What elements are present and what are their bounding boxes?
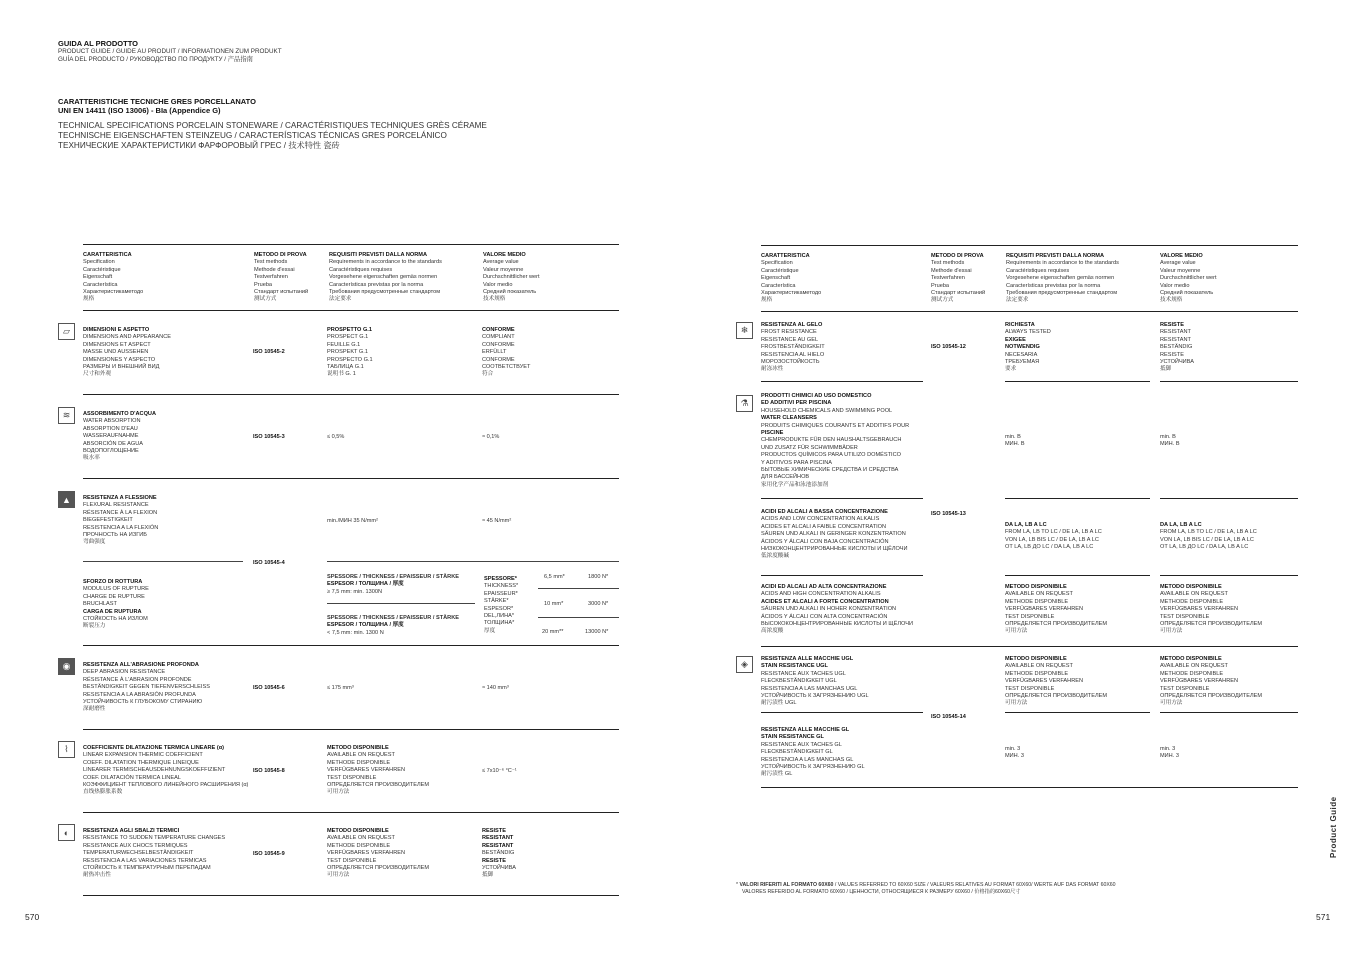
guide-subtitle-1: PRODUCT GUIDE / GUIDE AU PRODUIT / INFORMATIONEN ZUM PRODUKT <box>58 48 282 55</box>
water-drop-icon: ≋ <box>58 407 75 424</box>
row-stain-ugl-name: RESISTENZA ALLE MACCHIE UGL STAIN RESISTANCE UGL RESISTANCE AUX TACHES UGL FLECKBESTÄNDIGKEIT UGL RESISTENCIA A LAS MANCHAS UGL УСТОЙЧИВОСТЬ К ЗАГРЯЗНЕНИЮ UGL 耐污渍性 UGL <box>761 656 869 707</box>
row-divider <box>1005 575 1150 576</box>
row-water-value: ≈ 0,1% <box>482 434 500 440</box>
row-divider <box>1005 498 1150 499</box>
row-chem-req: min. B МИН. B <box>1005 434 1025 448</box>
section-title <box>58 97 487 151</box>
right-table-top-rule <box>761 245 1298 246</box>
footnote: * VALORI RIFERITI AL FORMATO 60X60 / VALUES REFERRED TO 60X60 SIZE / VALEURS RELATIVES AU FORMAT 60X60/ WERTE AUF DAS FORMAT 60X60 VALORES REFERIDO AL FORMATO 60X60 / ЦЕННОСТИ, ОТНОСЯЩИЕСЯ К РАЗМЕРУ 60X60 / 价格指的60X60尺寸 <box>736 882 1116 895</box>
right-table-bottom-rule <box>761 787 1298 788</box>
section-title-1: CARATTERISTICHE TECNICHE GRES PORCELLANATO <box>58 97 256 106</box>
row-divider <box>1160 498 1298 499</box>
left-table-header-rule <box>83 310 619 311</box>
row-flex-method: ISO 10545-4 <box>253 560 285 566</box>
chemical-bottle-icon: ⚗ <box>736 395 753 412</box>
row-divider <box>761 498 923 499</box>
left-col-header-value: VALORE MEDIO Average value Valeur moyenne Durchschnittlicher wert Valor medio Средний показатель 技术规格 <box>483 252 540 303</box>
row-frost-value: RESISTE RESISTANT RESISTANT BESTÄNDIG RESISTE УСТОЙЧИВА 抵御 <box>1160 322 1194 373</box>
flexural-weight-icon: ▲ <box>58 491 75 508</box>
footnote-line-2: VALORES REFERIDO AL FORMATO 60X60 / ЦЕННОСТИ, ОТНОСЯЩИЕСЯ К РАЗМЕРУ 60X60 / 价格指的60X60尺寸 <box>742 889 1021 895</box>
row-break-req-1: SPESSORE / THICKNESS / EPAISSEUR / STÄRKE ESPESOR / ТОЛЩИНА / 厚度 ≥ 7,5 mm: min. 1300N <box>327 574 459 595</box>
thermometer-icon: ⌇ <box>58 741 75 758</box>
right-col-header-characteristic: CARATTERISTICA Specification Caractéristique Eigenschaft Característica Характеристикаметодо 规格 <box>761 253 822 304</box>
left-table-top-rule <box>83 244 619 245</box>
left-col-header-method: METODO DI PROVA Test methods Methode d'essai Testverfahren Prueba Стандарт испытаний 测试方式 <box>254 252 309 303</box>
row-stain-ugl-value: METODO DISPONIBILE AVAILABLE ON REQUEST METHODE DISPONIBLE VERFÜGBARES VERFAHREN TEST DISPONIBLE ОПРЕДЕЛЯЕТСЯ ПРОИЗВОДИТЕЛЕМ 可用方法 <box>1160 656 1263 707</box>
row-water-method: ISO 10545-3 <box>253 434 285 440</box>
right-table-header-rule <box>761 311 1298 312</box>
row-flex-value: ≈ 45 N/mm² <box>482 518 512 524</box>
row-break-value-3: 13000 N* <box>585 629 609 635</box>
row-abrasion-name: RESISTENZA ALL'ABRASIONE PROFONDA DEEP ABRASION RESISTANCE RÉSISTANCE À L'ABRASION PROFONDE BESTÄNDIGKEIT GEGEN TIEFENVERSCHLEISS RESISTENCIA A LA ABRASIÓN PROFUNDA УСТОЙЧИВОСТЬ К ГЛУБОКОМУ СТИРАНИЮ 深耐磨性 <box>83 662 210 713</box>
row-divider <box>1005 381 1150 382</box>
row-divider <box>761 381 923 382</box>
row-dimensions-name: DIMENSIONI E ASPETTO DIMENSIONS AND APPEARANCE DIMENSIONS ET ASPECT MASSE UND AUSSEHEN DIMENSIONES Y ASPECTO РАЗМЕРЫ И ВНЕШНИЙ ВИД 尺寸和外观 <box>83 327 171 378</box>
footnote-bold: VALORI RIFERITI AL FORMATO 60X60 <box>739 882 834 888</box>
footnote-rest: / VALUES REFERRED TO 60X60 SIZE / VALEURS RELATIVES AU FORMAT 60X60/ WERTE AUF DAS FORMAT 60X60 <box>833 882 1116 888</box>
row-chem-method: ISO 10545-13 <box>931 511 966 517</box>
row-chem-name: PRODOTTI CHIMICI AD USO DOMESTICO ED ADDITIVI PER PISCINA HOUSEHOLD CHEMICALS AND SWIMMING POOL WATER CLEANSERS PRODUITS CHIMIQUES COURANTS ET ADDITIFS POUR PISCINE CHEMPRODUKTE FÜR DEN HAUSHALTSGEBRAUCH UND ZUSATZ FÜR SCHWIMMBÄDER PRODUCTOS QUÍMICOS PARA UTILIZO DOMÉSTICO Y ADITIVOS PARA PISCINA БЫТОВЫЕ ХИМИЧЕСКИЕ СРЕДСТВА И СРЕДСТВА ДЛЯ БАССЕЙНОВ 家用化学产品和泳池添加剂 <box>761 393 910 488</box>
section-sub <box>58 121 487 151</box>
row-break-name: SFORZO DI ROTTURA MODULUS OF RUPTURE CHARGE DE RUPTURE BRUCHLAST CARGA DE RUPTURA СТОЙКОСТЬ НА ИЗЛОМ 断裂压力 <box>83 579 149 630</box>
row-break-req-2: SPESSORE / THICKNESS / EPAISSEUR / STÄRKE ESPESOR / ТОЛЩИНА / 厚度 < 7,5 mm: min. 1300 N <box>327 615 459 636</box>
row-divider <box>1160 381 1298 382</box>
row-stain-gl-value: min. 3 МИН. 3 <box>1160 746 1179 760</box>
row-divider <box>83 478 619 479</box>
page-header <box>58 39 282 63</box>
row-divider <box>761 712 923 713</box>
row-stain-gl-req: min. 3 МИН. 3 <box>1005 746 1024 760</box>
page-number-right: 571 <box>1316 912 1331 922</box>
row-break-thickness-1: 6,5 mm* <box>544 574 565 580</box>
row-thin-divider <box>538 588 619 589</box>
row-abrasion-value: ≈ 140 mm³ <box>482 685 509 691</box>
row-frost-name: RESISTENZA AL GELO FROST RESISTANCE RESISTANCE AU GEL FROSTBESTÄNDIGKEIT RESISTENCIA AL HIELO МОРОЗОСТОЙКОСТЬ 耐冻冰性 <box>761 322 825 373</box>
left-col-header-requirements: REQUISITI PREVISTI DALLA NORMA Requirements in accordance to the standards Caractéristiques requises Vorgesehene eigenschaften gemäs normen Características previstas por la norma Требования предусмотренные стандартом 法定要求 <box>329 252 442 303</box>
row-thermal-value: ≤ 7x10⁻⁶ °C⁻¹ <box>482 768 517 774</box>
row-chem-value: min. B МИН. B <box>1160 434 1180 448</box>
section-sub-3: ТЕХНИЧЕСКИЕ ХАРАКТЕРИСТИКИ ФАРФОРОВЫЙ ГРЕС / 技术特性 瓷砖 <box>58 141 340 150</box>
abrasion-disc-icon: ◉ <box>58 658 75 675</box>
row-divider <box>761 646 1298 647</box>
section-title-2: UNI EN 14411 (ISO 13006) - BIa (Appendice G) <box>58 106 221 115</box>
row-thin-divider <box>327 561 619 562</box>
row-break-value-2: 3000 N* <box>588 601 609 607</box>
row-break-value-1: 1800 N* <box>588 574 609 580</box>
guide-subtitle-2: GUÍA DEL PRODUCTO / РУКОВОДСТВО ПО ПРОДУКТУ / 产品指南 <box>58 55 253 63</box>
row-break-thickness-3: 20 mm** <box>542 629 564 635</box>
row-stain-ugl-req: METODO DISPONIBILE AVAILABLE ON REQUEST METHODE DISPONIBLE VERFÜGBARES VERFAHREN TEST DISPONIBLE ОПРЕДЕЛЯЕТСЯ ПРОИЗВОДИТЕЛЕМ 可用方法 <box>1005 656 1108 707</box>
row-divider <box>83 729 619 730</box>
row-stain-method: ISO 10545-14 <box>931 714 966 720</box>
thermal-shock-icon: ◐ <box>58 824 75 841</box>
row-thermal-req: METODO DISPONIBILE AVAILABLE ON REQUEST METHODE DISPONIBLE VERFÜGBARES VERFAHREN TEST DISPONIBLE ОПРЕДЕЛЯЕТСЯ ПРОИЗВОДИТЕЛЕМ 可用方法 <box>327 745 430 796</box>
row-abrasion-req: ≤ 175 mm³ <box>327 685 354 691</box>
row-water-req: ≤ 0,5% <box>327 434 345 440</box>
row-dimensions-value: CONFORME COMPLIANT CONFORME ERFÜLLT CONFORME СООТВЕТСТВУЕТ 符合 <box>482 327 531 378</box>
row-frost-method: ISO 10545-12 <box>931 344 966 350</box>
row-shock-req: METODO DISPONIBILE AVAILABLE ON REQUEST METHODE DISPONIBLE VERFÜGBARES VERFAHREN TEST DISPONIBLE ОПРЕДЕЛЯЕТСЯ ПРОИЗВОДИТЕЛЕМ 可用方法 <box>327 828 430 879</box>
row-thin-divider <box>327 603 475 604</box>
left-col-header-characteristic: CARATTERISTICA Specification Caractéristique Eigenschaft Característica Характеристикаметодо 规格 <box>83 252 144 303</box>
row-flex-req: min./МИН 35 N/mm² <box>327 518 378 524</box>
row-shock-name: RESISTENZA AGLI SBALZI TERMICI RESISTANCE TO SUDDEN TEMPERATURE CHANGES RESISTANCE AUX CHOCS TERMIQUES TEMPERATURWECHSELBESTÄNDIGKEIT RESISTENCIA A LAS VARIACIONES TERMICAS СТОЙКОСТЬ К ТЕМПЕРАТУРНЫМ ПЕРЕПАДАМ 耐热冲击性 <box>83 828 226 879</box>
stain-tile-icon: ◈ <box>736 656 753 673</box>
row-divider <box>83 895 619 896</box>
row-flex-name: RESISTENZA A FLESSIONE FLEXURAL RESISTANCE RÉSISTANCE À LA FLEXION BIEGEFESTIGKEIT RESISTENCIA A LA FLEXIÓN ПРОЧНОСТЬ НА ИЗГИБ 弯曲强度 <box>83 495 159 546</box>
right-col-header-method: METODO DI PROVA Test methods Methode d'essai Testverfahren Prueba Стандарт испытаний 测试方式 <box>931 253 986 304</box>
row-divider <box>83 394 619 395</box>
row-divider <box>1005 712 1150 713</box>
row-break-thickness-label: SPESSORE* THICKNESS* EPAISSEUR* STÄRKE* ESPESOR* DEL,ЛИНА* ТОЛЩИНА* 厚度 <box>484 576 519 634</box>
section-sub-1: TECHNICAL SPECIFICATIONS PORCELAIN STONEWARE / CARACTÉRISTIQUES TECHNIQUES GRÈS CÉRAME <box>58 121 487 130</box>
row-high-conc-name: ACIDI ED ALCALI AD ALTA CONCENTRAZIONE ACIDS AND HIGH CONCENTRATION ALKALIS ACIDES ET ALCALI A FORTE CONCENTRATION SÄUREN UND ALKALI IN HOHER KONZENTRATION ÁCIDOS Y ÁLCALI CON ALTA CONCENTRACIÓN ВЫСОКОКОНЦЕНТРИРОВАННЫЕ КИСЛОТЫ И ЩЁЛОЧИ 高浓度酸 <box>761 584 913 635</box>
row-water-name: ASSORBIMENTO D'ACQUA WATER ABSORPTION ABSORPTION D'EAU WASSERAUFNAHME ABSORCIÓN DE AGUA ВОДОПОГЛОЩЕНИЕ 吸水率 <box>83 411 157 462</box>
section-sub-2: TECHNISCHE EIGENSCHAFTEN STEINZEUG / CARACTERÍSTICAS TÉCNICAS GRES PORCELÁNICO <box>58 131 447 140</box>
row-high-conc-req: METODO DISPONIBILE AVAILABLE ON REQUEST METHODE DISPONIBLE VERFÜGBARES VERFAHREN TEST DISPONIBLE ОПРЕДЕЛЯЕТСЯ ПРОИЗВОДИТЕЛЕМ 可用方法 <box>1005 584 1108 635</box>
row-divider <box>83 812 619 813</box>
snowflake-icon: ❄ <box>736 322 753 339</box>
row-divider <box>761 575 923 576</box>
row-low-conc-name: ACIDI ED ALCALI A BASSA CONCENTRAZIONE ACIDS AND LOW CONCENTRATION ALKALIS ACIDES ET ALCALI A FAIBLE CONCENTRATION SÄUREN UND ALKALI IN GERINGER KONZENTRATION ÁCIDOS Y ÁLCALI CON BAJA CONCENTRACIÓN НИЗКОКОНЦЕНТРИРОВАННЫЕ КИСЛОТЫ И ЩЁЛОЧИ 低浓度酸碱 <box>761 509 908 560</box>
row-high-conc-value: METODO DISPONIBILE AVAILABLE ON REQUEST METHODE DISPONIBLE VERFÜGBARES VERFAHREN TEST DISPONIBLE ОПРЕДЕЛЯЕТСЯ ПРОИЗВОДИТЕЛЕМ 可用方法 <box>1160 584 1263 635</box>
row-shock-method: ISO 10545-9 <box>253 851 285 857</box>
tile-dimensions-icon: ▱ <box>58 323 75 340</box>
row-thermal-method: ISO 10545-8 <box>253 768 285 774</box>
row-thermal-name: COEFFICIENTE DILATAZIONE TERMICA LINEARE (α) LINEAR EXPANSION THERMIC COEFFICIENT COEFF. DILATATION THERMIQUE LINEIQUE LINEARER TERMISCHEAUSDEHNUNGSKOEFFIZIENT COEF. DILATACIÓN TERMICA LINEAL КОЭФФИЦИЕНТ ТЕПЛОВОГО ЛИНЕЙНОГО РАСШИРЕНИЯ (α) 直线热膨胀系数 <box>83 745 249 796</box>
row-shock-value: RESISTE RESISTANT RESISTANT BESTÄNDIG RESISTE УСТОЙЧИВА 抵御 <box>482 828 516 879</box>
guide-title: GUIDA AL PRODOTTO <box>58 39 139 48</box>
row-dimensions-req: PROSPETTO G.1 PROSPECT G.1 FEUILLE G.1 PROSPEKT G.1 PROSPECTO G.1 ТАБЛИЦА G.1 说明书 G. 1 <box>327 327 373 378</box>
row-stain-gl-name: RESISTENZA ALLE MACCHIE GL STAIN RESISTANCE GL RESISTANCE AUX TACHES GL FLECKBESTÄNDIGKEIT GL RESISTENCIA A LAS MANCHAS GL УСТОЙЧИВОСТЬ К ЗАГРЯЗНЕНИЮ GL 耐污渍性 GL <box>761 727 865 778</box>
side-product-guide-label: Product Guide <box>1329 796 1338 858</box>
row-frost-req: RICHIESTA ALWAYS TESTED EXIGEE NOTWENDIG NECESARIA ТРЕБУЕМАЯ 要求 <box>1005 322 1051 373</box>
row-abrasion-method: ISO 10545-6 <box>253 685 285 691</box>
row-low-conc-req: DA LA, LB A LC FROM LA, LB TO LC / DE LA, LB A LC VON LA, LB BIS LC / DE LA, LB A LC OT LA, LB ДО LC / DA LA, LB A LC <box>1005 522 1102 551</box>
row-divider <box>83 645 619 646</box>
right-col-header-value: VALORE MEDIO Average value Valeur moyenne Durchschnittlicher wert Valor medio Средний показатель 技术规格 <box>1160 253 1217 304</box>
page-number-left: 570 <box>25 912 40 922</box>
row-thin-divider <box>538 617 619 618</box>
row-thin-divider <box>83 561 243 562</box>
row-divider <box>1160 712 1298 713</box>
row-divider <box>1160 575 1298 576</box>
row-low-conc-value: DA LA, LB A LC FROM LA, LB TO LC / DE LA, LB A LC VON LA, LB BIS LC / DE LA, LB A LC OT LA, LB ДО LC / DA LA, LB A LC <box>1160 522 1257 551</box>
row-dimensions-method: ISO 10545-2 <box>253 349 285 355</box>
row-break-thickness-2: 10 mm* <box>544 601 564 607</box>
right-col-header-requirements: REQUISITI PREVISTI DALLA NORMA Requirements in accordance to the standards Caractéristiques requises Vorgesehene eigenschaften gemäs normen Características previstas por la norma Требования предусмотренные стандартом 法定要求 <box>1006 253 1119 304</box>
